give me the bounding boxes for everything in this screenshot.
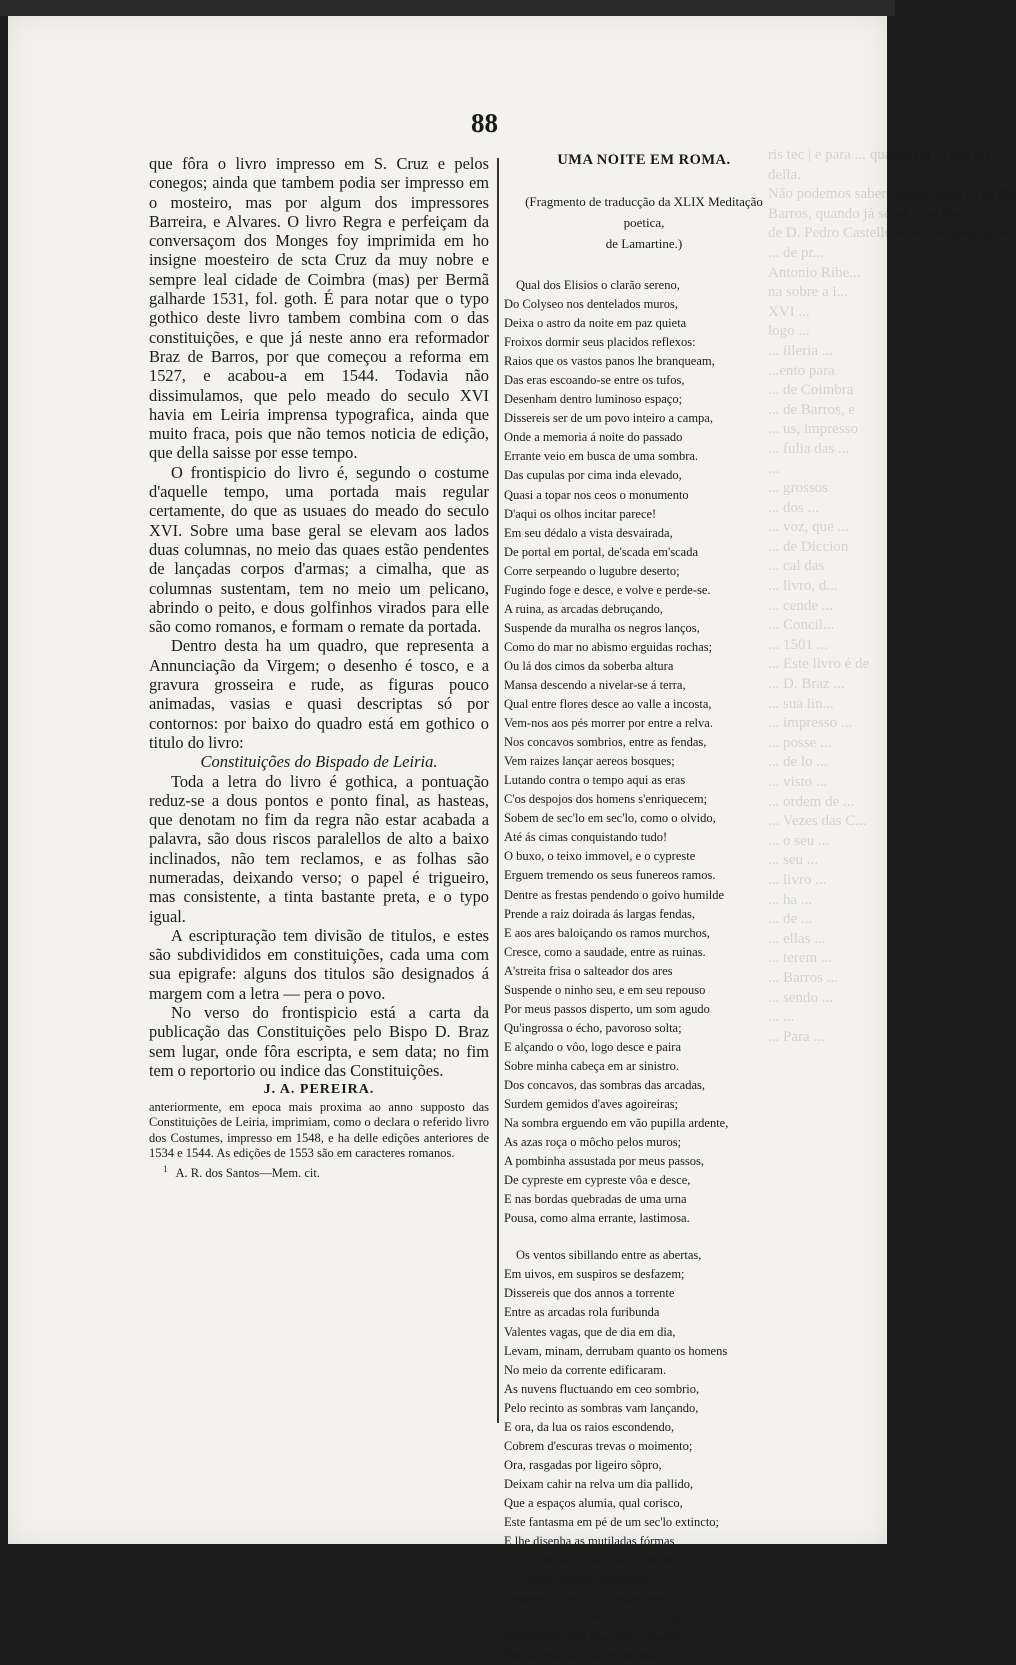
poem-line: Em seu dédalo a vista desvairada, [504, 525, 673, 540]
poem-line: Até ás cimas conquistando tudo! [504, 830, 668, 845]
poem-line: Das eras escoando-se entre os tufos, [504, 373, 685, 388]
poem-line: E aos ares baloiçando os ramos murchos, [504, 925, 710, 940]
poem-line: Deixam cahir na relva um dia pallido, [504, 1476, 694, 1491]
section-heading: Constituições do Bispado de Leiria. [200, 752, 438, 772]
stanza-gap [504, 1228, 784, 1246]
poem-line: Que a espaços alumia, qual corisco, [504, 1495, 683, 1510]
poem-subtitle [504, 191, 784, 254]
poem-line: Erguem tremendo os seus funereos ramos. [504, 868, 716, 883]
poem-line: Suspende da muralha os negros lanços, [504, 620, 700, 635]
poem-line: E a cruz eterna, que vencendo a altura, [504, 1610, 698, 1625]
poem-line: Na sombra erguendo em vão pupilla ardente, [504, 1116, 729, 1131]
poem-line: Qual dos Elisios o clarão sereno, [516, 278, 680, 292]
poem-line: Corre serpeando o lugubre deserto; [504, 563, 680, 578]
paragraph: que fôra o livro impresso em S. Cruz e pelos conegos; ainda que tambem podia ser impresso em o mosteiro, mas por algum dos impressores Barreira, e Alvares. O livro Regra e perfeiçam da conversaçom dos Monges foy imprimida em ho insigne moesteiro de scta Cruz da muy nobre e sempre leal cidade de Coimbra (mas) per Bermã galharde 1531, fol. goth. É para notar que o typo gothico deste livro tambem combina com o das constituições, e que já neste anno era reformador Braz de Barros, por que começou a reforma em 1527, e acabou-a em 1544. Todavia não dissimulamos, que pelo meado do seculo XVI havia em Leiria imprensa typografica, ainda que muito fraca, pois que não temos noticia de edição, que della saisse por esse tempo. [149, 154, 489, 463]
footnote-reference [149, 1162, 489, 1182]
poem-title: UMA NOITE EM ROMA. [557, 152, 731, 168]
poem-stanza [504, 276, 784, 1228]
footnote-marker: 1 [163, 1163, 168, 1174]
poem-line: Raios que os vastos panos lhe branqueam, [504, 354, 715, 369]
poem-line: Suspensos capiteis ameaçadores, [504, 1591, 669, 1606]
footnote-citation: A. R. dos Santos—Mem. cit. [175, 1165, 320, 1180]
poem-line: As azas roça o môcho pelos muros; [504, 1135, 682, 1150]
poem-line: No meio da corrente edificaram. [504, 1362, 667, 1377]
poem-subtitle-line: de Lamartine.) [605, 236, 683, 251]
poem-line: De portal em portal, de'scada em'scada [504, 544, 699, 559]
poem-line: Dos concavos, das sombras das arcadas, [504, 1077, 705, 1092]
poem-line: Errante veio em busca de uma sombra. [504, 449, 699, 464]
poem-line: Onde a memoria á noite do passado [504, 430, 683, 445]
scan-border-top [0, 0, 895, 16]
poem-line: A ruina, as arcadas debruçando, [504, 601, 663, 616]
poem-line: As nuvens fluctuando em ceo sombrio, [504, 1381, 700, 1396]
poem-line: De cypreste em cypreste vôa e desce, [504, 1173, 691, 1188]
poem-line: O buxo, o teixo immovel, e o cypreste [504, 849, 696, 864]
poem-line: Das cupulas por cima inda elevado, [504, 468, 682, 483]
paragraph: A escripturação tem divisão de titulos, e estes são subdivididos em constituições, cada uma com sua epigrafe: alguns dos titulos são designados á margem com a letra — pera o povo. [149, 925, 489, 1003]
poem-line: Os largos aliceres derrocados, [504, 1572, 654, 1587]
poem-line: Este fantasma em pé de um sec'lo extincto; [504, 1515, 720, 1529]
poem-line: Suspende o ninho seu, e em seu repouso [504, 982, 706, 997]
poem-line: A pombinha assustada por meus passos, [504, 1154, 704, 1169]
poem-line: Mansa descendo a nivelar-se á terra, [504, 677, 686, 692]
poem-line: D'aqui os olhos incitar parece! [504, 506, 657, 521]
poem-line: Dissereis ser de um povo inteiro a campa, [504, 411, 713, 426]
poem-line: Qual entre flores desce ao valle a incosta, [504, 697, 712, 712]
poem-line: Entre as arcadas rola furibunda [504, 1305, 660, 1320]
poem-line: Dentre as frestas pendendo o goivo humilde [504, 887, 725, 902]
poem-line: Ou lá dos cimos da soberba altura [504, 658, 674, 673]
poem-line: E lhe disenha as mutiladas fórmas [504, 1534, 675, 1549]
author-signature: J. A. PEREIRA. [263, 1082, 375, 1098]
poem-line: Lutando contra o tempo aqui as eras [504, 773, 686, 788]
poem-line: A'streita frisa o salteador dos ares [504, 963, 673, 978]
poem-line: Vem raizes lançar aereos bosques; [504, 754, 675, 769]
poem-line: Pelo recinto as sombras vam lançando, [504, 1400, 699, 1415]
poem-line: Ora, rasgadas por ligeiro sôpro, [504, 1457, 662, 1472]
poem-subtitle-line: (Fragmento de traducção da XLIX Meditação poetica, [525, 194, 763, 230]
left-column [149, 154, 489, 1181]
document-page [8, 16, 1016, 1663]
poem-line: Do Colyseo nos dentelados muros, [504, 297, 678, 312]
poem-line: Por meus passos disperto, um som agudo [504, 1001, 710, 1016]
poem-line: Valentes vagas, que de dia em dia, [504, 1324, 676, 1339]
poem-line: Nos concavos sombrios, entre as fendas, [504, 735, 707, 750]
poem-line: Cobrem d'escuras trevas o moimento; [504, 1438, 693, 1453]
poem-line: Sobre minha cabeça em ar sinistro. [504, 1058, 679, 1073]
poem-stanza [504, 1246, 784, 1665]
poem-line: Vem-nos aos pés morrer por entre a relva. [504, 716, 713, 731]
poem-line: C'os despojos dos homens s'enriquecem; [504, 792, 708, 807]
poem-line: Levam, minam, derrubam quanto os homens [504, 1343, 728, 1358]
poem-line: Em uivos, em suspiros se desfazem; [504, 1267, 685, 1282]
poem-line: E alçando o vôo, logo desce e paira [504, 1039, 682, 1054]
poem-line: Froixos dormir seus placidos reflexos: [504, 335, 696, 350]
poem-line: Sobem de sec'lo em sec'lo, como o olvido, [504, 811, 716, 826]
poem-line: Os ventos sibillando entre as abertas, [516, 1248, 702, 1263]
paragraph: Dentro desta ha um quadro, que representa a Annunciação da Virgem; o desenho é tosco, e a gravura grosseira e rude, as figuras pouco animadas, vasias e quasi descriptas só por contornos: por baixo do quadro está em gothico o titulo do livro: [149, 636, 489, 752]
poem-line: Deixa o astro da noite em paz quieta [504, 316, 687, 331]
poem-line: Surdem gemidos d'aves agoireiras; [504, 1097, 679, 1112]
paragraph: No verso do frontispicio está a carta da publicação das Constituições pelo Bispo D. Braz sem lugar, onde fôra escripta, e sem data; no fim tem o reportorio ou indice das Constituições. [149, 1003, 489, 1080]
column-divider [497, 158, 499, 1423]
page-number: 88 [471, 108, 498, 138]
poem-line: Sobranceira s'inclina, qual o mastro [504, 1629, 683, 1644]
poem-line: Pousa, como alma errante, lastimosa. [504, 1211, 690, 1226]
poem-line: Dissereis que dos annos a torrente [504, 1286, 675, 1301]
poem-line: Quasi a topar nos ceos o monumento [504, 487, 689, 502]
poem-line: E ora, da lua os raios escondendo, [504, 1419, 675, 1434]
poem-line: E nas bordas quebradas de uma urna [504, 1192, 687, 1207]
poem-line: Qu'ingrossa o écho, pavoroso solta; [504, 1020, 682, 1035]
poem-line: Fugindo foge e desce, e volve e perde-se. [504, 582, 711, 597]
poem-line: Desenham dentro luminoso espaço; [504, 392, 683, 407]
poem-line: Batido pela mão da tempestade. [504, 1648, 664, 1663]
poem-line: Prende a raiz doirada ás largas fendas, [504, 906, 696, 921]
paragraph: O frontispicio do livro é, segundo o costume d'aquelle tempo, uma portada mais regular certamente, do que as usuaes do meado do seculo XVI. Sobre uma base geral se elevam aos lados duas columnas, no meio das quaes estão pendentes de lançadas corpos d'armas; a cimalha, que as columnas sustentam, tem no meio um pelicano, abrindo o peito, e dous golfinhos virados para elle são como romanos, e formam o remate da portada. [149, 462, 489, 637]
footnote: anteriormente, em epoca mais proxima ao anno supposto das Constituições de Leiria, imprimiam, como o declara o referido livro dos Costumes, impresso em 1548, e ha delle edições anteriores de 1534 e 1544. As edições de 1553 são em caracteres romanos. [149, 1099, 489, 1161]
poem-line: Como do mar no abismo erguidas rochas; [504, 639, 713, 654]
poem-line: Cresce, como a saudade, entre as ruinas. [504, 944, 706, 959]
paragraph: Toda a letra do livro é gothica, a pontuação reduz-se a dous pontos e ponto final, as hasteas, que denotam no fim da regra não estar acabada a palavra, são dous riscos paralellos de alto a baixo inclinados, não tem reclamos, e as folhas são numeradas, deixando verso; o papel é trigueiro, mas consistente, a tinta bastante preta, e o typo igual. [149, 771, 489, 926]
right-column [504, 150, 784, 1665]
poem-line: E os frontões verdes dos quebrados arcos; [504, 1553, 714, 1568]
show-through-text: ris tec | e para ... quanto foi ... oficina della. Não podemos saber porque motivo se lhe Barros, quando já se vê, que este de D. Pedro Castello se ao de nado, que ... de pr... Antonio Ribe... na sobre a i... XVI ... logo ... ... illeria ... ...ento para ... de Coimbra ... de Barros, e ... us, impresso ... fulia das ... ... ... grossos ... dos ... ... voz, que ... ... de Diccion ... cal das ... livro, d... ... cende ... ... Concil... ... 1501 ... ... Este livro é de ... D. Braz ... ... sua lin... ... impresso ... ... posse ... ... de lo ... ... visto ... ... ordem de ... ... Vezes das C... ... o seu ... ... seu ... ... livro ... ... ha ... ... de ... ... ellas ... ... terem ... ... Barros ... ... sendo ... ... ... ... Para ... [768, 147, 1016, 1045]
